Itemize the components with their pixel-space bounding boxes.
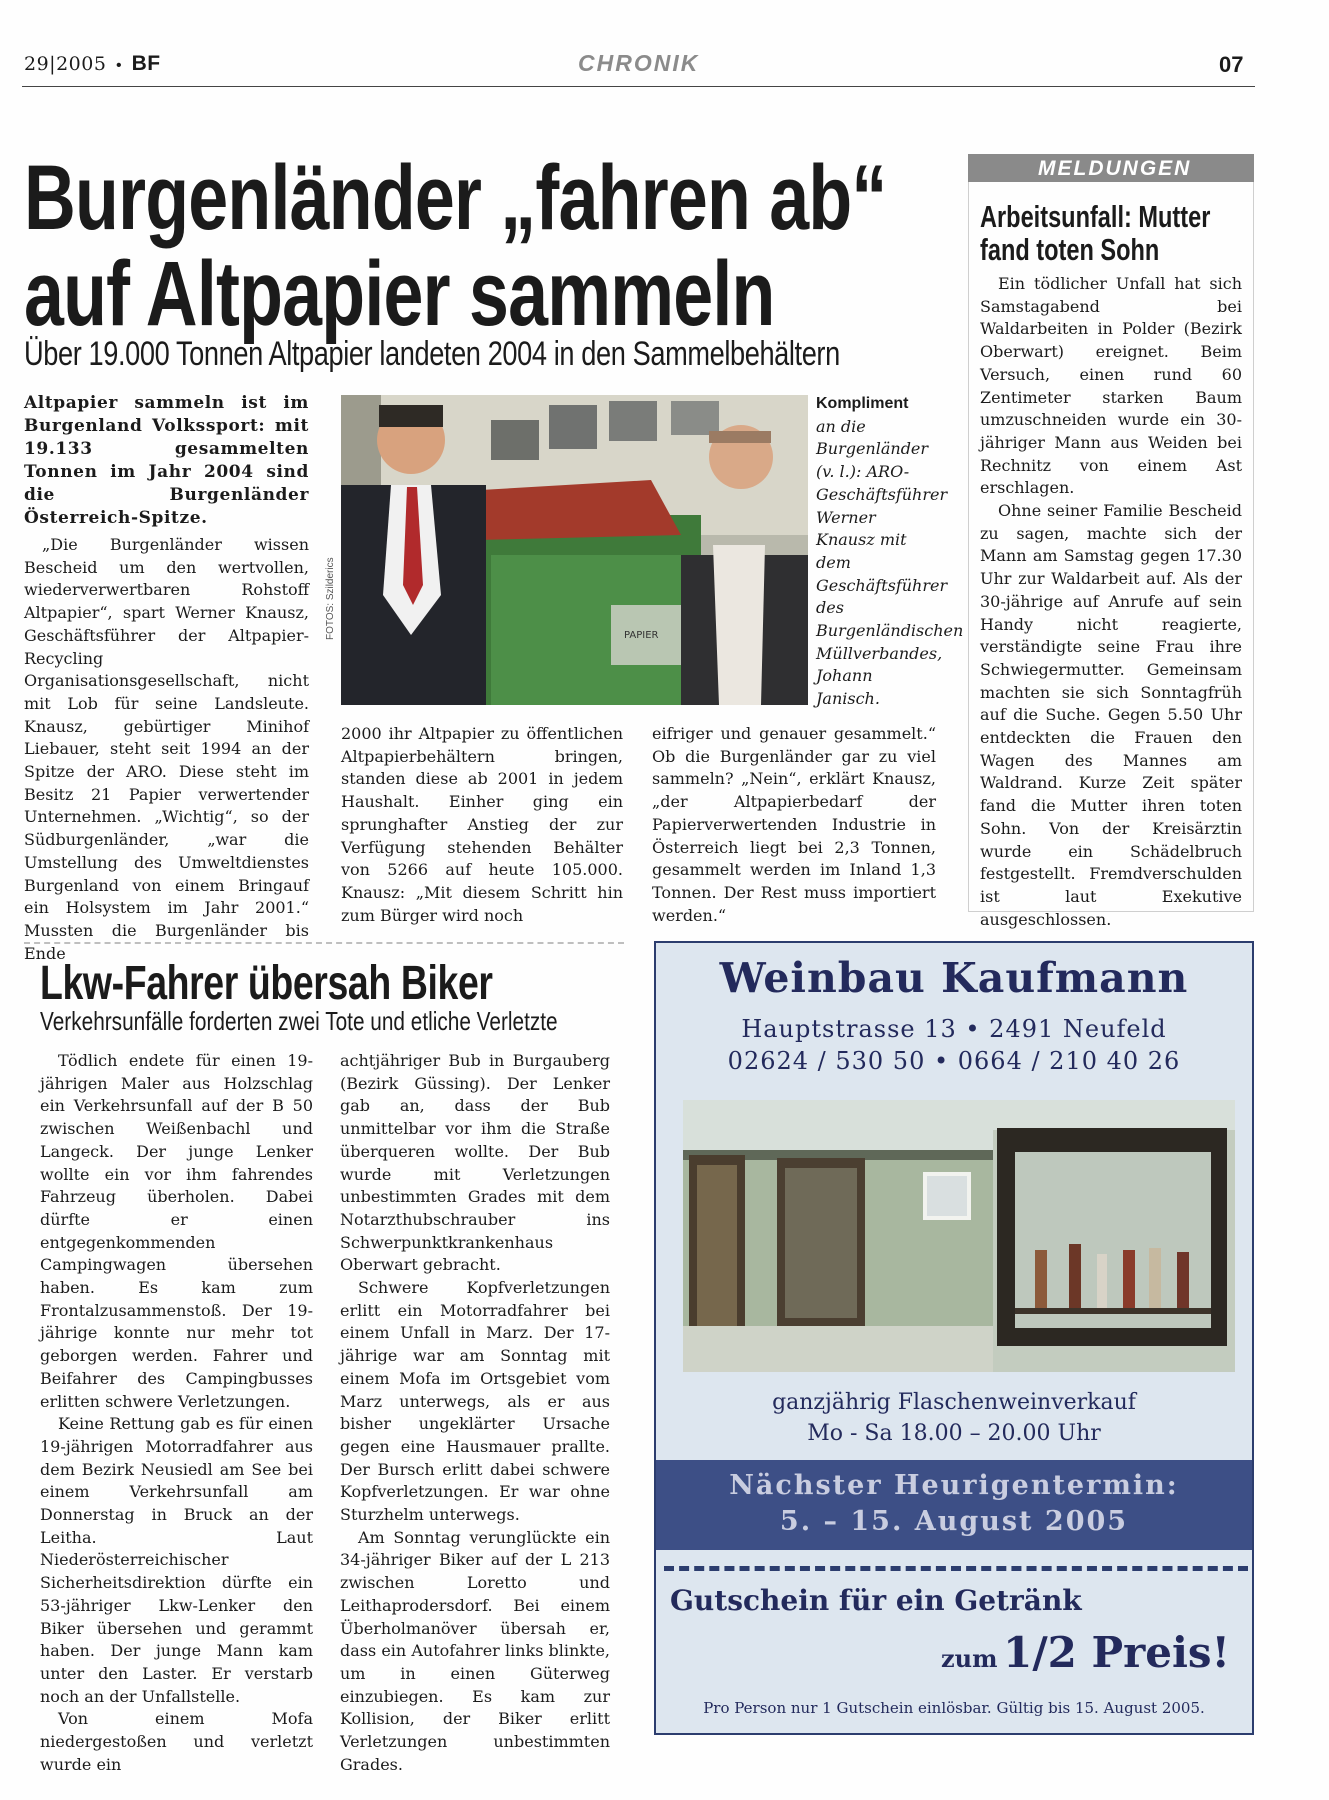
ad-photo — [683, 1100, 1235, 1372]
second-col2-paragraph-1: achtjähriger Bub in Burgauberg (Bezirk Güssing). Der Lenker gab an, dass der Bub unmittelbar vor ihm die Straße überqueren wollte. Der Bub wurde mit Verletzungen unbestimmten Grades mit dem Notarzthubschrauber ins Schwerpunktkrankenhaus Oberwart gebracht. — [340, 1051, 610, 1275]
ad-voucher-cutline — [664, 1566, 1248, 1571]
header-bullet: • — [115, 57, 123, 74]
main-headline-line2: auf Altpapier sammeln — [24, 243, 775, 345]
photo-credit: FOTOS: Szilderics — [325, 557, 336, 640]
sidebar-paragraph-2: Ohne seiner Familie Bescheid zu sagen, machte sich der Mann am Samstag gegen 17.30 Uhr zur Waldarbeit auf. Als der 30-jährige auf Anrufe auf sein Handy nicht reagierte, verständigte seine Frau ihre Schwiegermutter. Gemeinsam machten sie sich Sonntagfrüh auf die Suche. Gegen 5.50 Uhr entdeckten die Frauen den Wagen des Mannes am Waldrand. Kurze Zeit später fand die Mutter ihren toten Sohn. Von der Kreisärztin wurde ein Schädelbruch festgestellt. Fremdverschulden ist laut Exekutive ausgeschlossen. — [980, 501, 1242, 929]
ad-title: Weinbau Kaufmann — [719, 954, 1189, 1002]
photo-illustration — [341, 395, 808, 705]
issue-number: 29|2005 — [24, 53, 107, 75]
main-article-column-1 — [24, 534, 309, 965]
main-lead: Altpapier sammeln ist im Burgenland Volkssport: mit 19.133 gesammelten Tonnen im Jahr 2004 sind die Burgenländer Österreich-Spitze. — [24, 393, 309, 528]
second-col1-paragraph-3: Von einem Mofa niedergestoßen und verletzt wurde ein — [40, 1709, 313, 1774]
main-col1-paragraph: „Die Burgenländer wissen Bescheid um den wertvollen, wiederverwertbaren Rohstoff Altpapier“, spart Werner Knausz, Geschäftsführer der Altpapier-Recycling Organisationsgesellschaft, nicht mit Lob für seine Landsleute. Knausz, gebürtiger Minihof Liebauer, steht seit 1994 an der Spitze der ARO. Diese steht im Besitz 21 Papier verwertender Unternehmen. „Wichtig“, so der Südburgenländer, „war die Umstellung des Umweltdienstes Burgenland von einem Bringauf ein Holsystem im Jahr 2001.“ Mussten die Burgenländer bis Ende — [24, 535, 309, 963]
second-subheadline: Verkehrsunfälle forderten zwei Tote und etliche Verletzte — [40, 1006, 558, 1036]
main-headline-line1: Burgenländer „fahren ab“ — [24, 147, 887, 249]
main-article-column-2 — [341, 723, 623, 927]
photo-caption-bold: Kompliment — [816, 395, 909, 412]
ad-hours: Mo - Sa 18.00 – 20.00 Uhr — [807, 1421, 1101, 1446]
ad-sale-text: ganzjährig Flaschenweinverkauf — [772, 1390, 1136, 1415]
second-col2-paragraph-3: Am Sonntag verunglückte ein 34-jähriger Biker auf der L 213 zwischen Loretto und Leithaprodersdorf. Bei einem Überholmanöver übersah er, dass ein Autofahrer links blinkte, um in einen Güterweg einzubiegen. Es kam zur Kollision, der Biker erlitt Verletzungen unbestimmten Grades. — [340, 1527, 610, 1774]
sidebar-text — [980, 273, 1242, 931]
ad-voucher-small: zum — [941, 1644, 998, 1673]
ad-phones: 02624 / 530 50 • 0664 / 210 40 26 — [727, 1047, 1181, 1075]
section-divider — [24, 942, 624, 944]
second-headline: Lkw-Fahrer übersah Biker — [40, 957, 493, 1010]
second-col1-paragraph-2: Keine Rettung gab es für einen 19-jährigen Motorradfahrer aus dem Bezirk Neusiedl am See bei einem Verkehrsunfall am Donnerstag in Bruck an der Leitha. Laut Niederösterreichischer Sicherheitsdirektion dürfte ein 53-jähriger Lkw-Lenker den Biker übersehen und gerammt haben. Der junge Mann kam unter den Laster. Er verstarb noch an der Unfallstelle. — [40, 1414, 313, 1706]
second-article-column-1 — [40, 1050, 313, 1777]
sidebar-label: MELDUNGEN — [968, 154, 1254, 182]
ad-event-line2: 5. – 15. August 2005 — [779, 1506, 1129, 1537]
section-name: CHRONIK — [578, 50, 700, 76]
paper-name: BF — [131, 52, 161, 75]
page-number: 07 — [1219, 52, 1244, 77]
second-col1-paragraph-1: Tödlich endete für einen 19-jährigen Maler aus Holzschlag ein Verkehrsunfall auf der B 50 zwischen Weißenbachl und Langeck. Der junge Lenker wollte ein vor ihm fahrendes Fahrzeug überholen. Dabei dürfte er einen entgegenkommenden Campingwagen übersehen haben. Es kam zum Frontalzusammenstoß. Der 19-jährige konnte nur mehr tot geborgen werden. Fahrer und Beifahrer des Campingbusses erlitten schwere Verletzungen. — [40, 1051, 313, 1411]
photo-caption-text: an die Burgenländer (v. l.): ARO-Geschäftsführer Werner Knausz mit dem Geschäftsführer des Burgenländischen Müllverbandes, Johann Janisch. — [816, 416, 964, 709]
main-col3-paragraph: eifriger und genauer gesammelt.“ Ob die Burgenländer gar zu viel sammeln? „Nein“, erklärt Knausz, „der Altpapierbedarf der Papierverwertenden Industrie in Österreich liegt bei 2,3 Tonnen, gesammelt werden im Inland 1,3 Tonnen. Der Rest muss importiert werden.“ — [652, 724, 936, 925]
main-col2-paragraph: 2000 ihr Altpapier zu öffentlichen Altpapierbehältern bringen, standen diese ab 2001 in jedem Haushalt. Einher ging ein sprunghafter Anstieg der zur Verfügung stehenden Behälter von 5266 auf heute 105.000. Knausz: „Mit diesem Schritt hin zum Bürger wird noch — [341, 724, 623, 925]
second-col2-paragraph-2: Schwere Kopfverletzungen erlitt ein Motorradfahrer bei einem Unfall in Marz. Der 17-jährige war am Sonntag mit einem Mofa im Ortsgebiet vom Marz unterwegs, als er aus bisher ungeklärter Ursache gegen eine Hausmauer prallte. Der Bursch erlitt dabei schwere Kopfverletzungen. Er war ohne Sturzhelm unterwegs. — [340, 1278, 610, 1525]
ad-voucher-title: Gutschein für ein Getränk — [670, 1584, 1082, 1617]
ad-voucher-big: 1/2 Preis! — [1003, 1628, 1230, 1677]
ad-photo-illustration — [683, 1100, 1235, 1372]
ad-voucher-offer — [930, 1628, 1230, 1677]
article-photo — [341, 395, 808, 705]
sidebar-paragraph-1: Ein tödlicher Unfall hat sich Samstagabend bei Waldarbeiten in Polder (Bezirk Oberwart) ereignet. Beim Versuch, einen rund 60 Zentimeter starken Baum umzuschneiden wurde ein 30-jähriger Mann aus Weiden bei Rechnitz von einem Ast erschlagen. — [980, 274, 1242, 498]
ad-voucher-note: Pro Person nur 1 Gutschein einlösbar. Gültig bis 15. August 2005. — [703, 1699, 1205, 1717]
header-rule — [22, 86, 1255, 87]
bin-label: PAPIER — [624, 630, 659, 641]
ad-address: Hauptstrasse 13 • 2491 Neufeld — [741, 1015, 1167, 1043]
main-article-column-3 — [652, 723, 936, 927]
issue-line — [24, 52, 161, 76]
ad-event-line1: Nächster Heurigentermin: — [729, 1470, 1179, 1501]
photo-caption — [816, 392, 964, 711]
sidebar-headline: Arbeitsunfall: Mutter fand toten Sohn — [980, 199, 1211, 267]
second-article-column-2 — [340, 1050, 610, 1777]
main-subheadline: Über 19.000 Tonnen Altpapier landeten 2004 in den Sammelbehältern — [24, 335, 840, 373]
